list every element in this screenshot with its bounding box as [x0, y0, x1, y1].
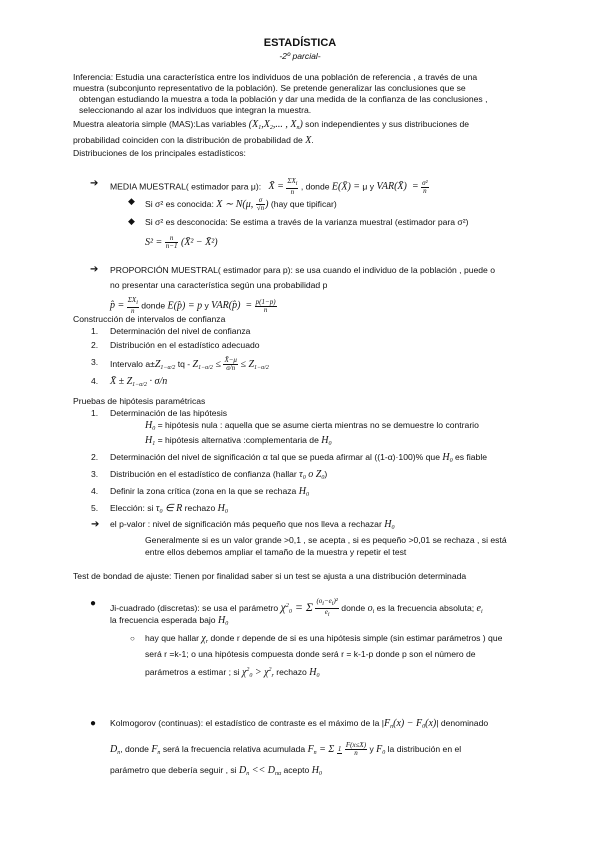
significance-text: Determinación del nivel de significación α tal que se pueda afirmar al ((1-α)·100)% que [110, 452, 440, 462]
arrow-icon: ➔ [90, 178, 99, 189]
sigma-known-text: Si σ² es conocida: [145, 198, 214, 209]
ks-text-b: | denominado [436, 718, 489, 728]
doc-subtitle: -2º parcial- [279, 51, 321, 61]
var-label: VAR [376, 181, 395, 193]
doc-title: ESTADÍSTICA [263, 37, 337, 49]
sub-text-3b: rechazo [276, 667, 307, 677]
ji-line-2: la frecuencia esperada bajo $H_0$ [110, 615, 229, 627]
h1-text: = hipótesis alternativa :complementaria de [157, 435, 319, 445]
intervalo-text: Intervalo a± [110, 358, 155, 369]
circle-bullet-icon: ○ [130, 634, 135, 643]
generally-line-2: entre ellos debemos ampliar el tamaño de la muestra y repetir el test [145, 547, 407, 557]
mean-formula: X̄ = $\frac{\text{ΣXi}}{n}$ [263, 177, 298, 196]
mas-line [73, 119, 469, 134]
proporcion-y: y [204, 300, 209, 311]
media-donde: , donde [300, 181, 330, 192]
intervalo-tq: tq - [177, 358, 191, 369]
intro-line-2: muestra (subconjunto representativo de la población). Se pretende generalizar las conclusiones que se [73, 83, 466, 93]
pvalue-line: el p-valor : nivel de significación más pequeño que nos lleva a rechazar $H_0$ [110, 519, 395, 531]
mas-variables-formula: ($X_1,X_2$,... , $X_n$) [248, 119, 303, 131]
pvalue-text: el p-valor : nivel de significación más pequeño que nos lleva a rechazar [110, 519, 382, 529]
list-number: 5. [91, 503, 99, 513]
interval-formula: X̄ ± $Z_{1-\alpha/2} \cdot \sigma/n$ [110, 376, 168, 388]
statistic-text: Distribución en el estadístico de confianza (hallar [110, 469, 297, 479]
ks-text-d: será la frecuencia relativa acumulada [162, 743, 306, 754]
pruebas-item-5: Elección: si $\tau_0$ ∈ R rechazo $H_0$ [110, 503, 228, 515]
intervalos-item-2: Distribución en el estadístico adecuado [110, 340, 260, 350]
significance-tail: es fiable [455, 452, 488, 462]
kolmogorov-line-3: parámetro que debería seguir , si $D_n << D_{n\alpha}$ acepto $H_0$ [110, 765, 322, 777]
ji-cuadrado-line: Ji-cuadrado (discretas): se usa el parámetro $\chi^2_0 = \Sigma$ $\frac{\text{(oi−ei)²}}{ei}$ donde $o_i$ es la frecuencia absoluta; $e_i$ [110, 597, 483, 618]
sub-text-3a: parámetros a estimar ; si [145, 667, 240, 677]
media-label: MEDIA MUESTRAL( estimador para μ): [110, 181, 262, 192]
ks-text-c: , donde [120, 743, 149, 754]
h0-line: $H_0$ = hipótesis nula : aquella que se asume cierta mientras no se demuestre lo contrario [145, 420, 479, 432]
list-number: 4. [91, 376, 99, 386]
ks-text-a: Kolmogorov (continuas): el estadístico de contraste es el máximo de la | [110, 718, 385, 728]
sigma-unknown-text: Si σ² es desconocida: Se estima a través de la varianza muestral (estimador para σ²) [145, 217, 469, 227]
sample-variance-formula: S² = $\frac{n}{n-1}$ (X̄² − X̄²) [145, 234, 218, 250]
election-tail: rechazo [184, 503, 216, 513]
pruebas-item-3: Distribución en el estadístico de confianza (hallar $\tau_0$ o $Z_0$) [110, 469, 328, 481]
arrow-icon: ➔ [91, 519, 100, 530]
intro-line-4: seleccionando al azar los individuos que integran la muestra. [79, 105, 312, 115]
pruebas-item-1: Determinación de las hipótesis [110, 408, 228, 418]
intro-line-1: Inferencia: Estudia una característica entre los individuos de una población de referencia , a través de una [73, 72, 478, 82]
sigma-known-line: Si σ² es conocida: X ∼ N(μ, $\frac{\sigma}{√n}$ ) (hay que tipificar) [145, 196, 337, 212]
election-text: Elección: si [110, 503, 154, 513]
ks-text-f: la distribución en el [387, 743, 462, 754]
arrow-icon: ➔ [90, 264, 99, 275]
sigma-known-tail: (hay que tipificar) [270, 198, 337, 209]
proporcion-line-1: PROPORCIÓN MUESTRAL( estimador para p): se usa cuando el individuo de la población , puede o [110, 265, 496, 275]
list-number: 1. [91, 326, 99, 336]
kolmogorov-line-2: $D_n$, donde $F_n$ será la frecuencia relativa acumulada $F_n = \Sigma$ 1 $\frac{F(x\le X)}{n}$ y $F_0$ la distribución en el [110, 741, 462, 757]
ji-donde: donde [341, 602, 366, 613]
sub-text-1: hay que hallar [145, 633, 199, 643]
generally-line-1: Generalmente si es un valor grande >0,1 , se acepta , si es pequeño >0,01 se rechaza , si está [145, 535, 507, 545]
diamond-bullet-icon: ◆ [128, 216, 135, 226]
sub-text-1b: donde r depende de si es una hipótesis simple (sin estimar parámetros ) que [210, 633, 503, 643]
ji-expected: la frecuencia esperada bajo [110, 615, 216, 625]
ks-text-h: acepto [283, 765, 310, 775]
mas-text-c: probabilidad coinciden con la distribución de probabilidad de [73, 135, 303, 145]
mas-text-a: Muestra aleatoria simple (MAS):Las variables [73, 119, 247, 129]
ji-abs-freq: es la frecuencia absoluta; [376, 602, 475, 613]
bondad-heading: Test de bondad de ajuste: Tienen por finalidad saber si un test se ajusta a una distribución determinada [73, 571, 467, 581]
list-number: 3. [91, 357, 99, 367]
h1-line: $H_1$ = hipótesis alternativa :complementaria de $H_0$ [145, 435, 332, 447]
ks-text-g: parámetro que debería seguir , si [110, 765, 237, 775]
ks-text-e: y [369, 743, 374, 754]
diamond-bullet-icon: ◆ [128, 196, 135, 206]
h0-text: = hipótesis nula : aquella que se asume cierta mientras no se demuestre lo contrario [157, 420, 479, 430]
kolmogorov-line: Kolmogorov (continuas): el estadístico de contraste es el máximo de la $|F_n(x) - F_0(x)|$ denominado [110, 718, 489, 730]
sub-line-1: hay que hallar $\chi_r$ donde r depende de si es una hipótesis simple (sin estimar parámetros ) que [145, 633, 503, 645]
mas-line-2: probabilidad coinciden con la distribución de probabilidad de X. [73, 135, 314, 146]
intro-line-3: obtengan estudiando la muestra a toda la población y dar una medida de la confianza de las conclusiones , [79, 94, 488, 104]
pruebas-item-4: Definir la zona crítica (zona en la que se rechaza $H_0$ [110, 486, 309, 498]
sub-line-2: será r =k-1; o una hipótesis compuesta donde será r = k-1-p donde p son el número de [145, 649, 476, 659]
pruebas-item-2: Determinación del nivel de significación α tal que se pueda afirmar al ((1-α)·100)% que $H_0$ es fiable [110, 452, 488, 464]
list-number: 3. [91, 469, 99, 479]
mas-text-b: son independientes y sus distribuciones de [305, 119, 470, 129]
ji-text: Ji-cuadrado (discretas): se usa el parámetro [110, 602, 279, 613]
distributions-heading: Distribuciones de los principales estadísticos: [73, 148, 246, 158]
pruebas-heading: Pruebas de hipótesis paramétricas [73, 396, 206, 406]
media-muestral-line: MEDIA MUESTRAL( estimador para μ): X̄ = $\frac{\text{ΣXi}}{n}$ , donde E(X̄) = μ y VAR(X̄) = $\frac{\text{σ²}}{n}$ [110, 177, 428, 196]
intervalos-item-1: Determinación del nivel de confianza [110, 326, 251, 336]
proporcion-donde: donde [141, 300, 166, 311]
media-y: y [369, 181, 375, 192]
dot-bullet-icon: ● [90, 718, 97, 729]
list-number: 4. [91, 486, 99, 496]
list-number: 2. [91, 452, 99, 462]
intervalos-heading: Construcción de intervalos de confianza [73, 314, 226, 324]
intervalos-item-3: Intervalo $a\pm Z_{1-\alpha/2}$ tq - $Z_{1-\alpha/2}$ ≤ $\frac{X̄-\mu}{\sigma/n}$ ≤ $Z_{1-\alpha/2}$ [110, 356, 269, 372]
proporcion-formula-line: p̂ = $\frac{\text{ΣXi}}{n}$ donde E(p̂) = p y VAR(p̂) = $\frac{p(1-p)}{n}$ [110, 296, 276, 315]
critical-zone-text: Definir la zona crítica (zona en la que se rechaza [110, 486, 297, 496]
proporcion-line-2: no presentar una característica según una probabilidad p [110, 280, 328, 290]
list-number: 1. [91, 408, 99, 418]
list-number: 2. [91, 340, 99, 350]
dot-bullet-icon: ● [90, 598, 97, 609]
sub-line-3: parámetros a estimar ; si $\chi^2_0 > \chi^2_r$ rechazo $H_0$ [145, 667, 320, 679]
